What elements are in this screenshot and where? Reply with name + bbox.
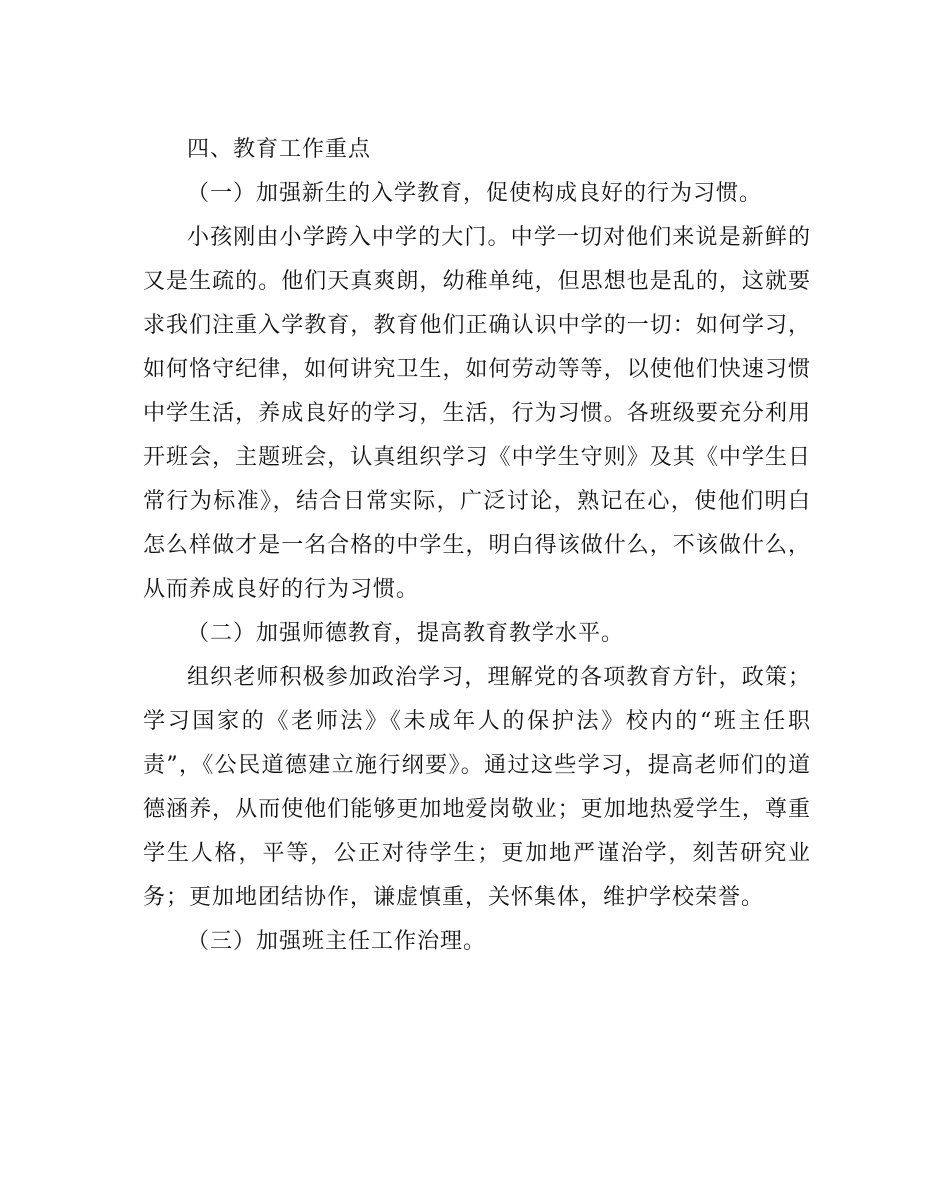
subsection-heading-1: （一）加强新生的入学教育，促使构成良好的行为习惯。 (187, 181, 763, 206)
document-body (143, 128, 811, 964)
paragraph-2: 组织老师积极参加政治学习，理解党的各项教育方针，政策；学习国家的《老师法》《未成年人的保护法》校内的“班主任职责”，《公民道德建立施行纲要》。通过这些学习，提高老师们的道德涵养，从而使他们能够更加地爱岗敬业；更加地热爱学生，尊重学生人格，平等，公正对待学生；更加地严谨治学，刻苦研究业务；更加地团结协作，谦虚慎重，关怀集体，维护学校荣誉。 (143, 665, 811, 910)
subsection-heading-2: （二）加强师德教育，提高教育教学水平。 (187, 621, 625, 646)
paragraph-1: 小孩刚由小学跨入中学的大门。中学一切对他们来说是新鲜的又是生疏的。他们天真爽朗，幼稚单纯，但思想也是乱的，这就要求我们注重入学教育，教育他们正确认识中学的一切：如何学习，如何恪守纪律，如何讲究卫生，如何劳动等等，以使他们快速习惯中学生活，养成良好的学习，生活，行为习惯。各班级要充分利用开班会，主题班会，认真组织学习《中学生守则》及其《中学生日常行为标准》，结合日常实际，广泛讨论，熟记在心，使他们明白怎么样做才是一名合格的中学生，明白得该做什么，不该做什么，从而养成良好的行为习惯。 (143, 225, 811, 602)
subsection-heading-3: （三）加强班主任工作治理。 (187, 929, 487, 954)
section-heading: 四、教育工作重点 (187, 137, 372, 162)
